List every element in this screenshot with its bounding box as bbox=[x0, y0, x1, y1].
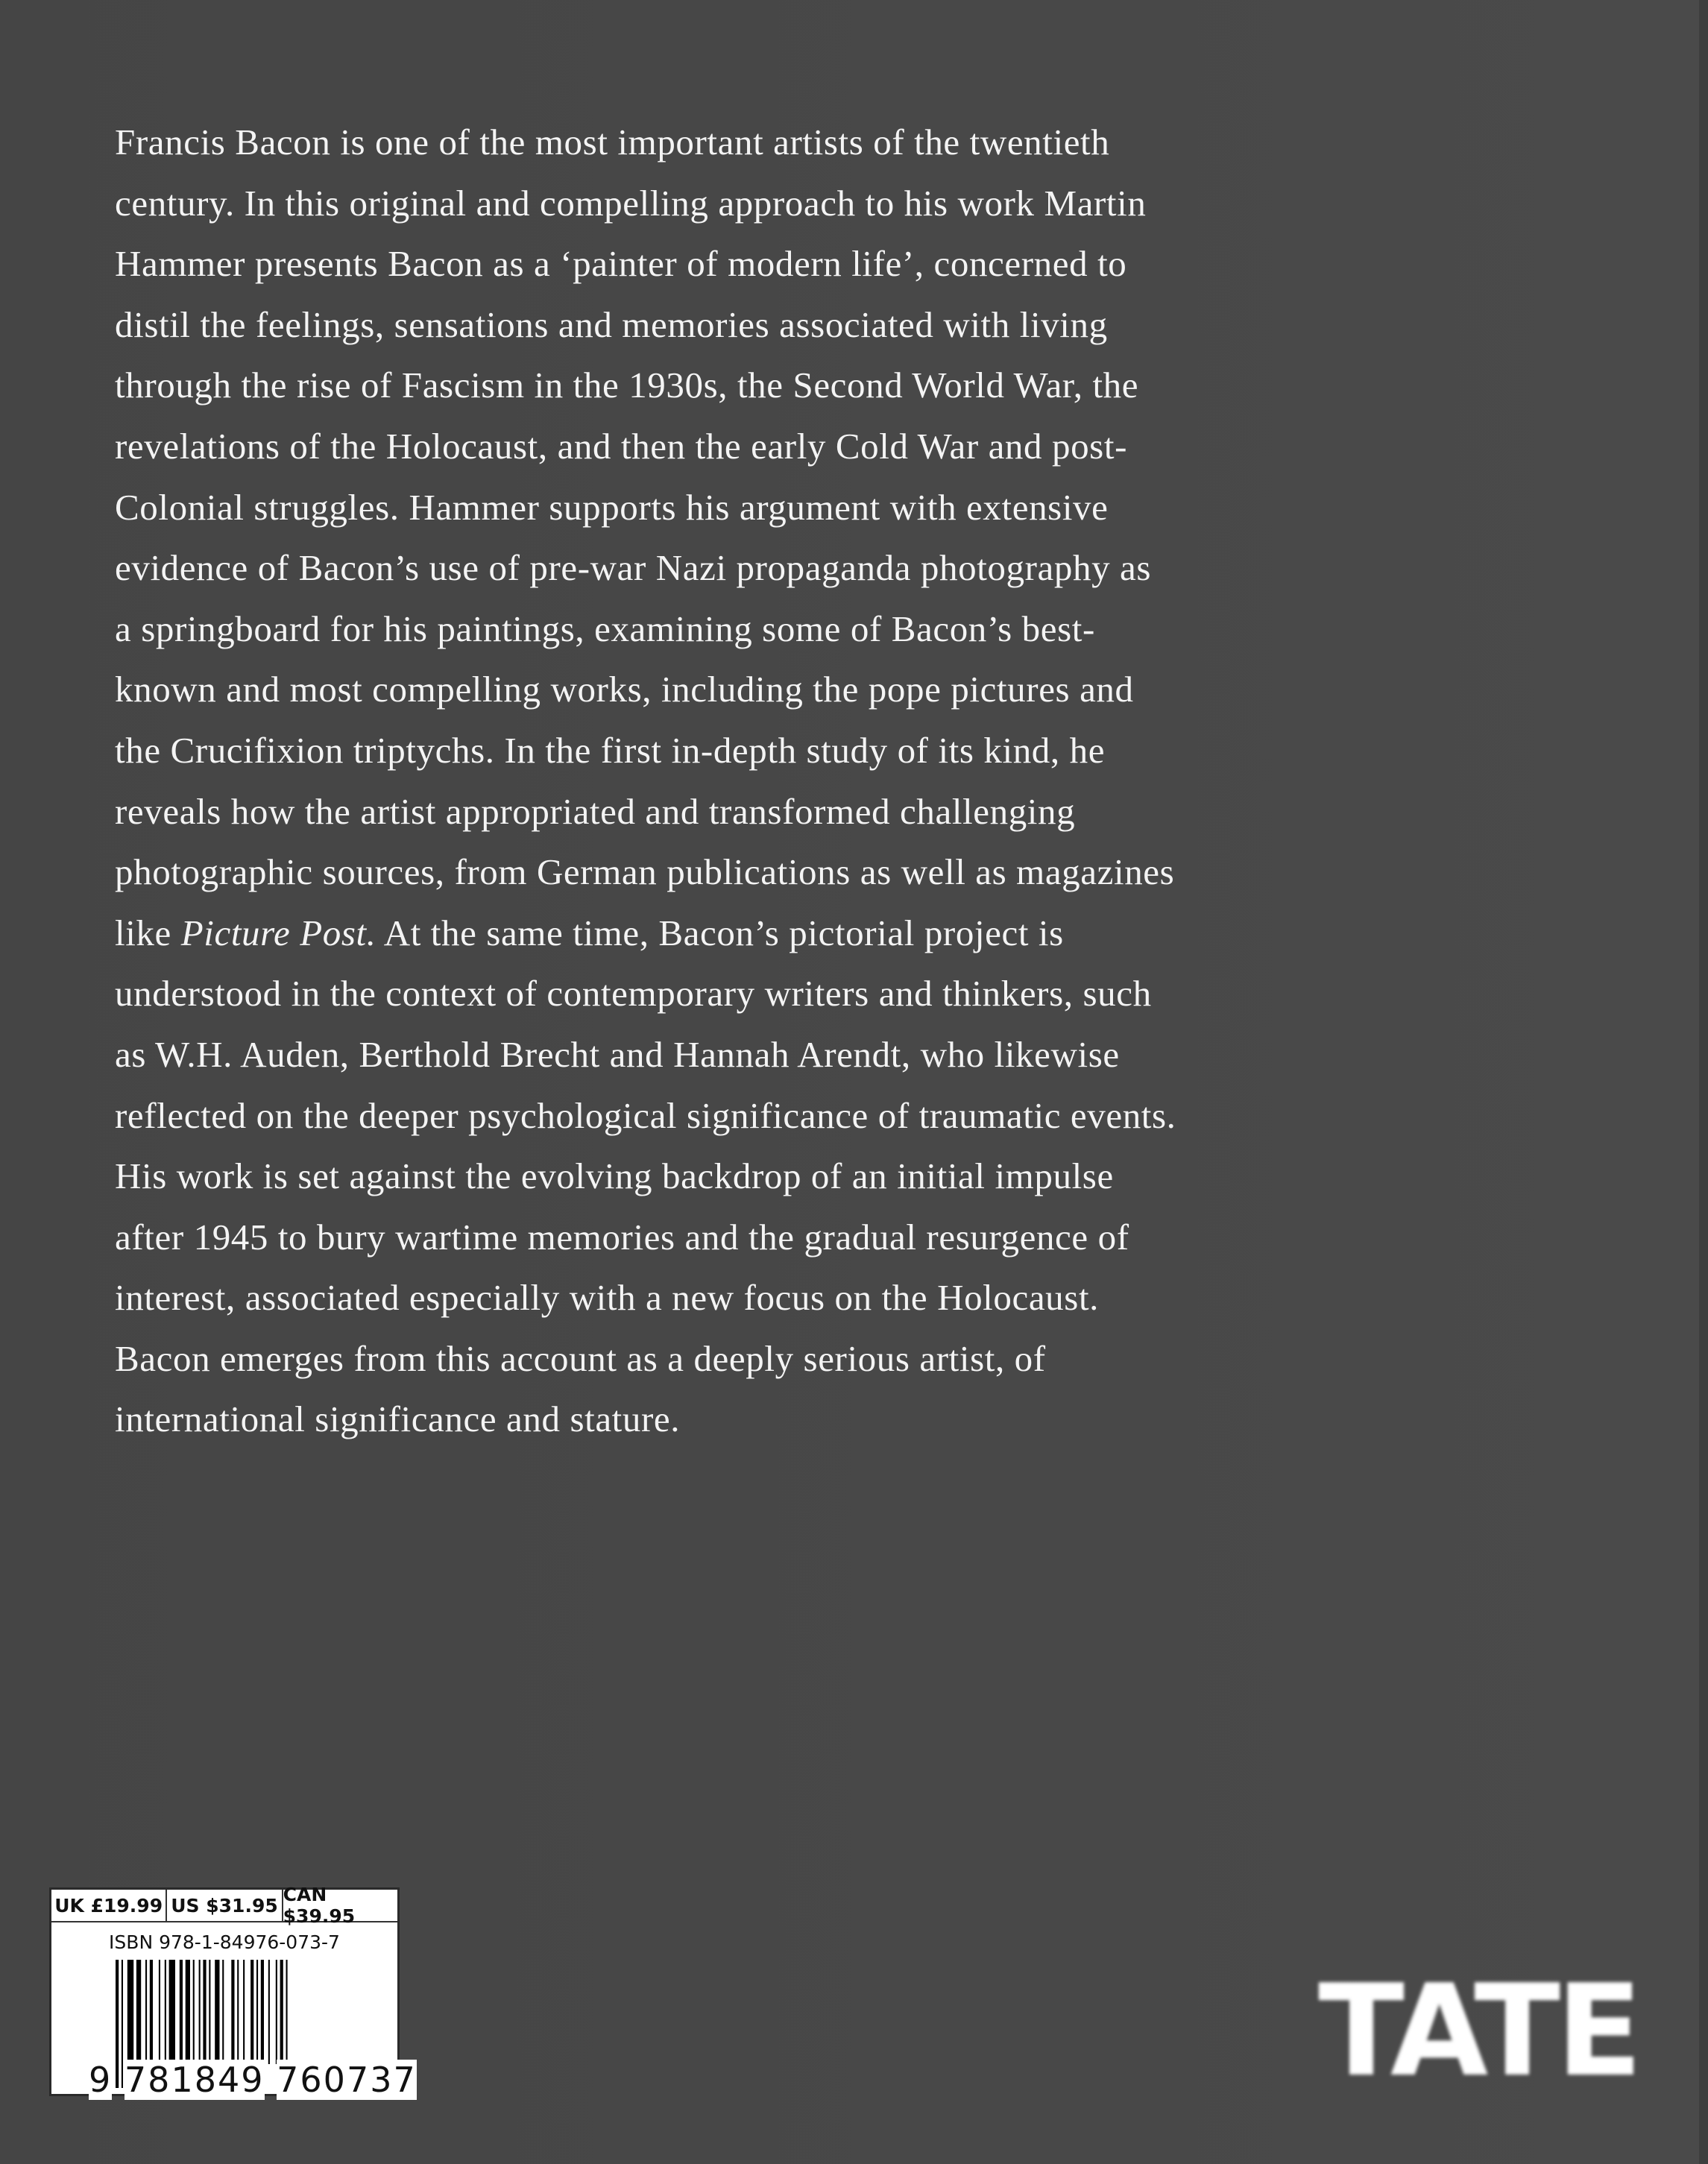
barcode-bar bbox=[280, 1960, 283, 2064]
price-uk: UK £19.99 bbox=[51, 1890, 167, 1921]
barcode-bar bbox=[165, 1960, 166, 2064]
price-row bbox=[51, 1884, 397, 1927]
barcode-bar bbox=[261, 1960, 264, 2064]
blurb-line: Colonial struggles. Hammer supports his argument with extensive bbox=[115, 486, 1109, 528]
barcode-bar bbox=[256, 1960, 258, 2064]
barcode-digits-right: 760737 bbox=[277, 2060, 417, 2100]
blurb-line: Hammer presents Bacon as a ‘painter of modern life’, concerned to bbox=[115, 243, 1127, 285]
blurb-line: known and most compelling works, including the pope pictures and bbox=[115, 669, 1134, 710]
blurb-line: Francis Bacon is one of the most important artists of the twentieth bbox=[115, 122, 1110, 163]
magazine-title: Picture Post. bbox=[180, 912, 376, 953]
barcode-bar bbox=[169, 1960, 175, 2064]
tate-logo: TATE bbox=[1318, 1958, 1639, 2105]
barcode-bar bbox=[231, 1960, 234, 2064]
blurb-line: reflected on the deeper psychological significance of traumatic events. bbox=[115, 1094, 1176, 1136]
barcode-digits bbox=[89, 2060, 417, 2100]
blurb-text-segment: At the same time, Bacon’s pictorial project is bbox=[376, 912, 1064, 953]
barcode-bar bbox=[145, 1960, 147, 2064]
blurb-line: evidence of Bacon’s use of pre-war Nazi propaganda photography as bbox=[115, 547, 1152, 589]
blurb-line: through the rise of Fascism in the 1930s, the Second World War, the bbox=[115, 365, 1139, 406]
barcode-bar bbox=[193, 1960, 195, 2064]
blurb-line: international significance and stature. bbox=[115, 1398, 681, 1440]
blurb-line: the Crucifixion triptychs. In the first in-depth study of its kind, he bbox=[115, 729, 1106, 771]
blurb-line: revelations of the Holocaust, and then the early Cold War and post- bbox=[115, 425, 1127, 467]
barcode-bar bbox=[222, 1960, 224, 2064]
barcode-bar bbox=[250, 1960, 253, 2064]
blurb-line: reveals how the artist appropriated and transformed challenging bbox=[115, 790, 1076, 832]
barcode-bar bbox=[180, 1960, 183, 2064]
barcode-bar bbox=[127, 1960, 133, 2064]
barcode-bar bbox=[276, 1960, 277, 2064]
barcode-bar bbox=[159, 1960, 160, 2064]
price-barcode-label bbox=[49, 1884, 417, 2100]
barcode-bar bbox=[215, 1960, 219, 2064]
blurb-line: understood in the context of contemporary writers and thinkers, such bbox=[115, 973, 1152, 1015]
blurb-line: after 1945 to bury wartime memories and the gradual resurgence of bbox=[115, 1216, 1129, 1258]
blurb-line: century. In this original and compelling approach to his work Martin bbox=[115, 182, 1147, 224]
blurb-text-segment: like bbox=[115, 912, 181, 953]
blurb-line: His work is set against the evolving backdrop of an initial impulse bbox=[115, 1155, 1114, 1197]
price-us: US $31.95 bbox=[167, 1890, 283, 1921]
cover-edge bbox=[1699, 0, 1708, 2164]
blurb-line: a springboard for his paintings, examining some of Bacon’s best- bbox=[115, 608, 1095, 649]
barcode-bar bbox=[186, 1960, 190, 2064]
blurb-text bbox=[115, 112, 1176, 1450]
blurb-line: photographic sources, from German publications as well as magazines bbox=[115, 851, 1175, 893]
barcode-digits-left: 781849 bbox=[124, 2060, 265, 2100]
blurb-line: Bacon emerges from this account as a deeply serious artist, of bbox=[115, 1337, 1046, 1379]
blurb-line: distil the feelings, sensations and memories associated with living bbox=[115, 303, 1108, 345]
blurb-line bbox=[115, 903, 1176, 964]
isbn-number: ISBN 978-1-84976-073-7 bbox=[109, 1931, 340, 1953]
barcode-bar bbox=[136, 1960, 141, 2064]
blurb-line: interest, associated especially with a new focus on the Holocaust. bbox=[115, 1277, 1100, 1319]
blurb-line: as W.H. Auden, Berthold Brecht and Hannah Arendt, who likewise bbox=[115, 1033, 1120, 1075]
price-can: CAN $39.95 bbox=[283, 1884, 356, 1927]
barcode-bar bbox=[150, 1960, 153, 2064]
barcode-bar bbox=[237, 1960, 239, 2064]
barcode-bar bbox=[243, 1960, 245, 2064]
barcode-bar bbox=[268, 1960, 270, 2064]
barcode-bar bbox=[199, 1960, 201, 2064]
barcode-digit-first: 9 bbox=[89, 2060, 113, 2100]
